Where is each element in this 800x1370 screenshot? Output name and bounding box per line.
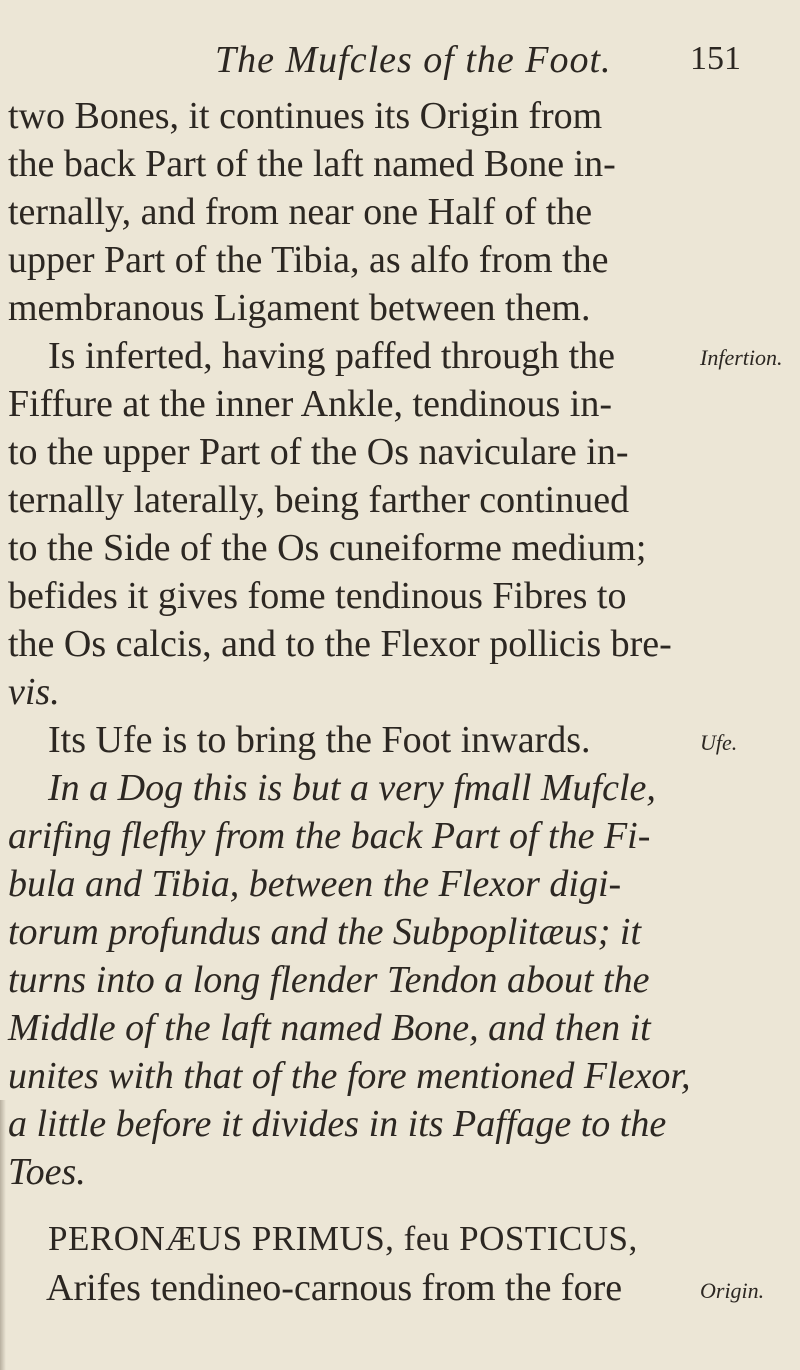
text-line: bula and Tibia, between the Flexor digi-: [8, 863, 622, 905]
text-line: ternally laterally, being farther continued: [8, 479, 630, 521]
text-line: vis.: [8, 671, 60, 713]
text-line: the back Part of the laft named Bone in-: [8, 143, 616, 185]
text-line: Toes.: [8, 1151, 86, 1193]
margin-note-insertion: Infertion.: [700, 345, 783, 370]
text-line: Middle of the laft named Bone, and then it: [8, 1007, 651, 1049]
section-heading: PERONÆUS PRIMUS, feu POSTICUS,: [48, 1219, 638, 1258]
text-line: torum profundus and the Subpoplitæus; it: [8, 911, 642, 953]
text-line: a little before it divides in its Paffage to the: [8, 1103, 667, 1145]
text-line: to the upper Part of the Os naviculare in-: [8, 431, 629, 473]
text-line: to the Side of the Os cuneiforme medium;: [8, 527, 647, 569]
margin-note-origin: Origin.: [700, 1278, 765, 1303]
text-line: arifing flefhy from the back Part of the Fi-: [8, 815, 651, 857]
text-line: Its Ufe is to bring the Foot inwards.: [48, 719, 591, 761]
running-head: The Mufcles of the Foot.: [215, 39, 612, 81]
text-line: befides it gives fome tendinous Fibres to: [8, 575, 627, 617]
text-line: In a Dog this is but a very fmall Mufcle,: [48, 767, 656, 809]
text-line: two Bones, it continues its Origin from: [8, 95, 603, 137]
text-line: membranous Ligament between them.: [8, 287, 591, 329]
margin-note-use: Ufe.: [700, 730, 738, 755]
text-line: the Os calcis, and to the Flexor pollicis bre-: [8, 623, 672, 665]
text-line: unites with that of the fore mentioned Flexor,: [8, 1055, 691, 1097]
text-line: Fiffure at the inner Ankle, tendinous in-: [8, 383, 613, 425]
text-line: upper Part of the Tibia, as alfo from the: [8, 239, 609, 281]
text-line: Arifes tendineo-carnous from the fore: [46, 1267, 623, 1309]
page-edge-shadow: [0, 1100, 6, 1370]
text-line: Is inferted, having paffed through the: [48, 335, 616, 377]
text-line: turns into a long flender Tendon about the: [8, 959, 650, 1001]
page-number: 151: [690, 40, 741, 77]
text-line: ternally, and from near one Half of the: [8, 191, 593, 233]
